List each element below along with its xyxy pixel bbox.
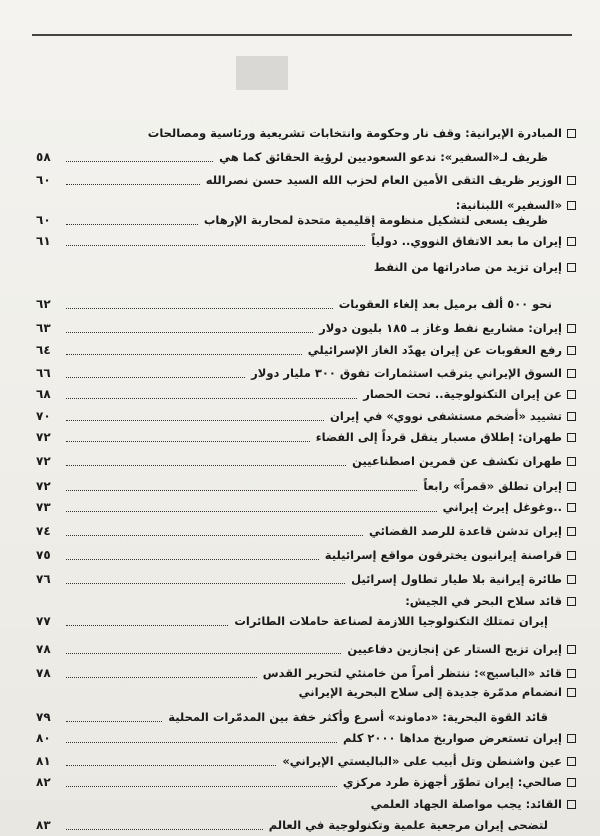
dot-leader <box>66 245 365 246</box>
toc-entry-title: إيران تزيح الستار عن إنجازين دفاعيين <box>347 642 562 656</box>
dot-leader <box>66 677 257 678</box>
toc-entry <box>36 496 576 518</box>
toc-entry-page-number: ٨١ <box>36 754 51 768</box>
dot-leader <box>66 465 346 466</box>
bullet-box-icon <box>567 412 576 421</box>
toc-entry-title: نحو ٥٠٠ ألف برميل بعد إلغاء العقوبات <box>338 297 552 311</box>
toc-entry <box>36 568 576 590</box>
toc-entry <box>36 122 576 144</box>
toc-entry <box>36 209 548 231</box>
bullet-box-icon <box>567 551 576 560</box>
toc-entry <box>36 362 576 384</box>
toc-entry-page-number: ٨٢ <box>36 775 51 789</box>
dot-leader <box>66 490 417 491</box>
toc-entry <box>36 793 576 815</box>
dot-leader <box>66 742 337 743</box>
dot-leader <box>66 398 357 399</box>
toc-entry-page-number: ٦٣ <box>36 321 51 335</box>
toc-entry <box>36 256 576 278</box>
toc-entry-title: إيران تطلق «قمراً» رابعاً <box>423 479 562 493</box>
bullet-box-icon <box>567 688 576 697</box>
toc-entry <box>36 450 576 472</box>
toc-entry-title: قراصنة إيرانيون يخترقون مواقع إسرائيلية <box>324 548 562 562</box>
toc-entry <box>36 544 576 566</box>
dot-leader <box>66 765 276 766</box>
dot-leader <box>66 511 437 512</box>
toc-entry-title: القائد: يجب مواصلة الجهاد العلمي <box>370 797 562 811</box>
dot-leader <box>66 441 310 442</box>
toc-entry-title: إيران تمتلك التكنولوجيا اللازمة لصناعة حاملات الطائرات <box>234 614 548 628</box>
toc-entry-title: عين واشنطن وتل أبيب على «الباليستي الإيراني» <box>282 754 562 768</box>
toc-entry-title: قائد القوة البحرية: «دماوند» أسرع وأكثر خفة بين المدمّرات المحلية <box>168 710 548 724</box>
toc-entry <box>36 706 548 728</box>
toc-entry <box>36 610 548 632</box>
bullet-box-icon <box>567 800 576 809</box>
toc-entry-title: طائرة إيرانية بلا طيار تطاول إسرائيل <box>351 572 562 586</box>
toc-entry-page-number: ٨٣ <box>36 818 51 832</box>
toc-entry-title: قائد سلاح البحر في الجيش: <box>405 594 562 608</box>
toc-entry-page-number: ٦٤ <box>36 343 51 357</box>
toc-entry <box>36 750 576 772</box>
dot-leader <box>66 420 324 421</box>
toc-entry-title: إيران ما بعد الاتفاق النووي.. دولياً <box>371 234 562 248</box>
dot-leader <box>66 332 313 333</box>
toc-entry-title: طهران تكشف عن قمرين اصطناعيين <box>352 454 562 468</box>
dot-leader <box>66 535 363 536</box>
dot-leader <box>66 377 245 378</box>
bullet-box-icon <box>567 324 576 333</box>
toc-entry <box>36 814 548 836</box>
toc-entry-title: الوزير ظريف التقى الأمين العام لحزب الله السيد حسن نصرالله <box>205 173 562 187</box>
toc-entry-page-number: ٧٨ <box>36 642 51 656</box>
dot-leader <box>66 184 200 185</box>
toc-entry-page-number: ٧٣ <box>36 500 51 514</box>
toc-entry-page-number: ٦٨ <box>36 387 51 401</box>
toc-entry <box>36 293 552 315</box>
toc-entry-page-number: ٧٢ <box>36 454 51 468</box>
toc-entry-page-number: ٧٠ <box>36 409 51 423</box>
dot-leader <box>66 625 228 626</box>
bullet-box-icon <box>567 263 576 272</box>
toc-entry-page-number: ٦٠ <box>36 213 51 227</box>
toc-entry-title: السوق الإيراني يترقب استثمارات تفوق ٣٠٠ مليار دولار <box>251 366 562 380</box>
toc-entry <box>36 169 576 191</box>
toc-entry-page-number: ٧٦ <box>36 572 51 586</box>
bullet-box-icon <box>567 457 576 466</box>
toc-entry <box>36 727 576 749</box>
toc-entry-title: ظريف لـ«السفير»: ندعو السعوديين لرؤية الحقائق كما هي <box>219 150 548 164</box>
toc-entry-page-number: ٥٨ <box>36 150 51 164</box>
toc-entry-title: عن إيران التكنولوجية.. تحت الحصار <box>363 387 562 401</box>
toc-entry-title: رفع العقوبات عن إيران يهدّد الغاز الإسرائيلي <box>307 343 562 357</box>
toc-entry-title: ..وغوغل إيرث إيراني <box>442 500 562 514</box>
toc-entry-page-number: ٧٢ <box>36 479 51 493</box>
toc-entry <box>36 771 576 793</box>
bullet-box-icon <box>567 597 576 606</box>
bullet-box-icon <box>567 237 576 246</box>
bullet-box-icon <box>567 433 576 442</box>
bullet-box-icon <box>567 527 576 536</box>
toc-entry-title: قائد «الباسيج»: ننتظر أمراً من خامنئي لتحرير القدس <box>262 666 562 680</box>
toc-entry-page-number: ٧٨ <box>36 666 51 680</box>
toc-entry-page-number: ٧٤ <box>36 524 51 538</box>
toc-entry-page-number: ٦٢ <box>36 297 51 311</box>
bullet-box-icon <box>567 757 576 766</box>
toc-entry-page-number: ٦٠ <box>36 173 51 187</box>
toc-entry-title: إيران تدشن قاعدة للرصد الفضائي <box>368 524 562 538</box>
toc-entry-page-number: ٧٩ <box>36 710 51 724</box>
toc-entry <box>36 520 576 542</box>
bullet-box-icon <box>567 201 576 210</box>
toc-entry <box>36 638 576 660</box>
toc-entry-title: إيران: مشاريع نفط وغاز بـ ١٨٥ بليون دولار <box>319 321 562 335</box>
dot-leader <box>66 354 302 355</box>
toc-entry <box>36 383 576 405</box>
bullet-box-icon <box>567 129 576 138</box>
toc-entry-title: تشييد «أضخم مستشفى نووي» في إيران <box>330 409 562 423</box>
toc-entry-page-number: ٧٢ <box>36 430 51 444</box>
dot-leader <box>66 829 263 830</box>
bullet-box-icon <box>567 734 576 743</box>
toc-entry-page-number: ٧٥ <box>36 548 51 562</box>
toc-entry <box>36 590 576 612</box>
dot-leader <box>66 559 319 560</box>
toc-entry <box>36 146 548 168</box>
bullet-box-icon <box>567 390 576 399</box>
bullet-box-icon <box>567 645 576 654</box>
bullet-box-icon <box>567 503 576 512</box>
bullet-box-icon <box>567 346 576 355</box>
toc-entry <box>36 230 576 252</box>
toc-entry <box>36 681 576 703</box>
toc-entry-title: طهران: إطلاق مسبار ينقل قرداً إلى الفضاء <box>315 430 562 444</box>
toc-entry <box>36 317 576 339</box>
toc-entry <box>36 475 576 497</box>
bullet-box-icon <box>567 575 576 584</box>
toc-entry-title: «السفير» اللبنانية: <box>455 198 562 212</box>
bullet-box-icon <box>567 482 576 491</box>
dot-leader <box>66 653 341 654</box>
toc-entry-title: إيران تستعرض صواريخ مداها ٢٠٠٠ كلم <box>343 731 562 745</box>
toc-entry-title: إيران تزيد من صادراتها من النفط <box>373 260 562 274</box>
toc-entry-title: ظريف يسعى لتشكيل منظومة إقليمية متحدة لمحاربة الإرهاب <box>203 213 548 227</box>
toc-entry-page-number: ٦٦ <box>36 366 51 380</box>
bullet-box-icon <box>567 669 576 678</box>
toc-entry-page-number: ٧٧ <box>36 614 51 628</box>
dot-leader <box>66 786 337 787</box>
dot-leader <box>66 224 198 225</box>
toc-entry-title: المبادرة الإيرانية: وقف نار وحكومة وانتخابات تشريعية ورئاسية ومصالحات <box>147 126 562 140</box>
dot-leader <box>66 308 333 309</box>
dot-leader <box>66 583 345 584</box>
bullet-box-icon <box>567 778 576 787</box>
bullet-box-icon <box>567 176 576 185</box>
toc-entry <box>36 405 576 427</box>
toc-entry-page-number: ٨٠ <box>36 731 51 745</box>
toc-entry <box>36 426 576 448</box>
toc-entry-page-number: ٦١ <box>36 234 51 248</box>
bullet-box-icon <box>567 369 576 378</box>
dot-leader <box>66 721 162 722</box>
toc-entry-title: صالحي: إيران تطوّر أجهزة طرد مركزي <box>342 775 562 789</box>
toc-entry <box>36 339 576 361</box>
toc-entry-title: انضمام مدمّرة جديدة إلى سلاح البحرية الإيراني <box>298 685 562 699</box>
dot-leader <box>66 161 213 162</box>
toc-entry-title: لتضحى إيران مرجعية علمية وتكنولوجية في العالم <box>268 818 548 832</box>
